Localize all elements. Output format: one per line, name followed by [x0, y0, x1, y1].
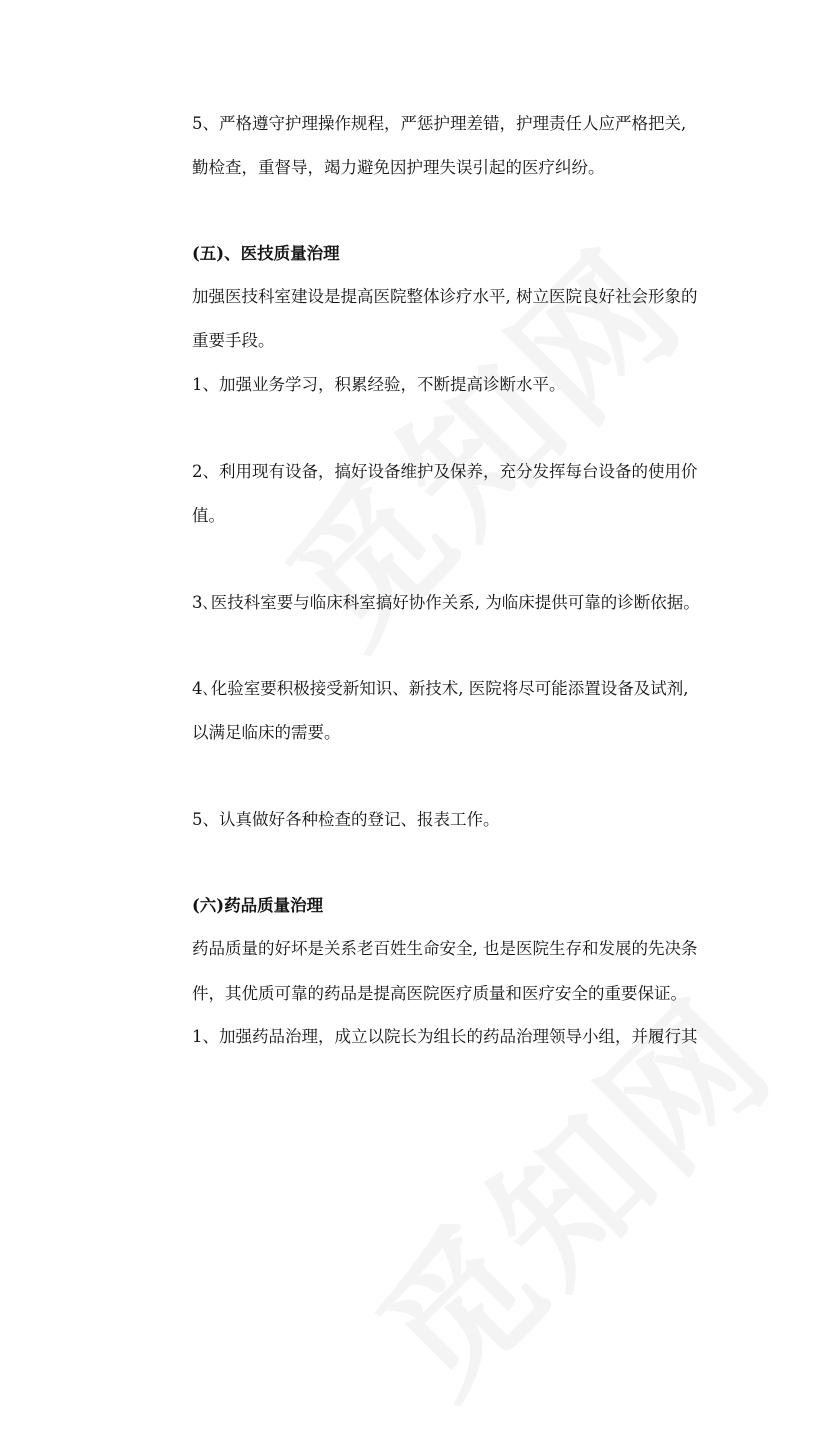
paragraph-line: 药品质量的好坏是关系老百姓生命安全, 也是医院生存和发展的先决条 [192, 939, 698, 958]
list-item: 2、利用现有设备，搞好设备维护及保养，充分发挥每台设备的使用价 [192, 462, 698, 481]
list-item-continuation: 值。 [192, 506, 225, 525]
list-item: 1、加强业务学习，积累经验，不断提高诊断水平。 [192, 375, 566, 394]
section-heading: (六)药品质量治理 [192, 896, 324, 915]
list-item-continuation: 以满足临床的需要。 [192, 723, 341, 742]
list-item: 4､化验室要积极接受新知识、新技术, 医院将尽可能添置设备及试剂, [192, 679, 689, 698]
list-item: 1、加强药品治理，成立以院长为组长的药品治理领导小组，并履行其 [192, 1027, 698, 1046]
paragraph-line: 重要手段。 [192, 331, 275, 350]
paragraph-line: 勤检查，重督导，竭力避免因护理失误引起的医疗纠纷。 [192, 158, 605, 177]
section-heading: (五)、医技质量治理 [192, 244, 340, 263]
paragraph-line: 件，其优质可靠的药品是提高医院医疗质量和医疗安全的重要保证。 [192, 984, 687, 1003]
list-item: 5、认真做好各种检查的登记、报表工作。 [192, 810, 500, 829]
paragraph-line: 5、严格遵守护理操作规程，严惩护理差错，护理责任人应严格把关, [192, 114, 687, 133]
watermark [323, 944, 811, 1432]
paragraph-line: 加强医技科室建设是提高医院整体诊疗水平, 树立医院良好社会形象的 [192, 287, 698, 306]
list-item: 3､医技科室要与临床科室搞好协作关系, 为临床提供可靠的诊断依据。 [192, 593, 700, 612]
